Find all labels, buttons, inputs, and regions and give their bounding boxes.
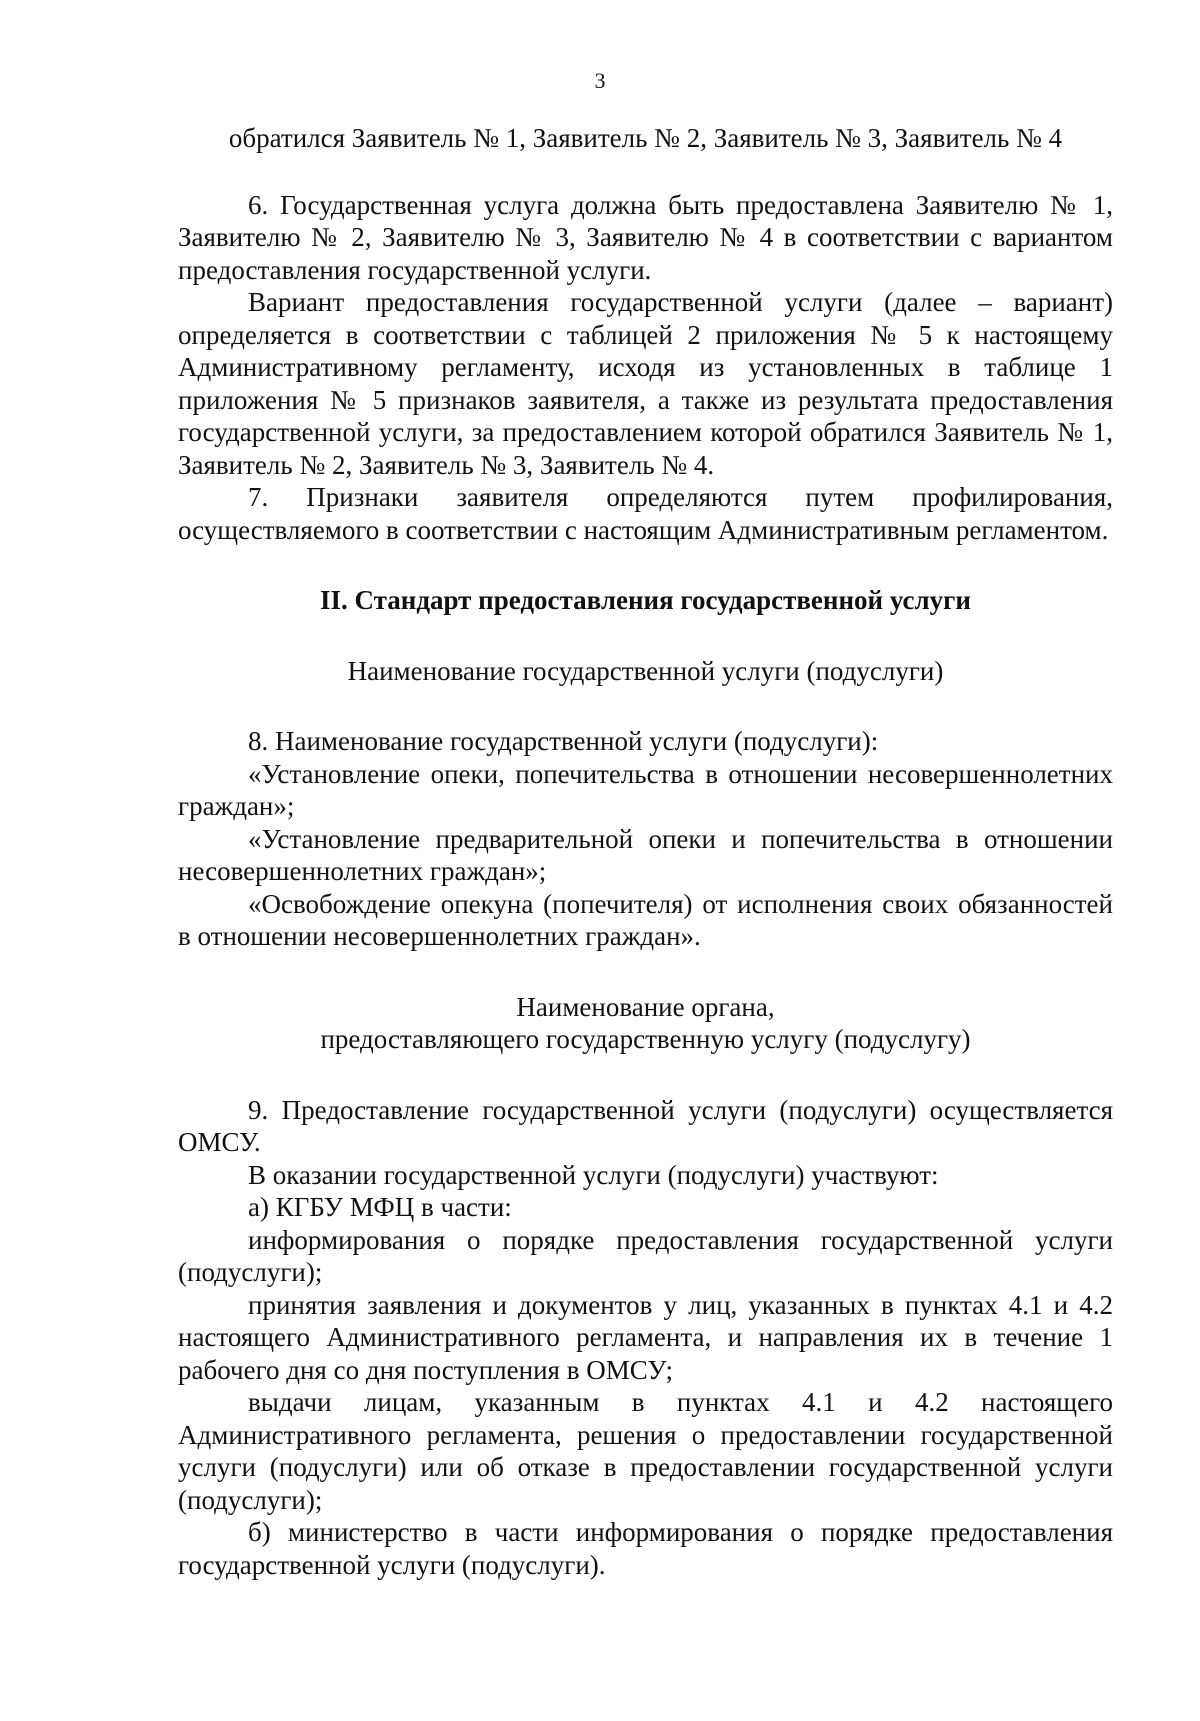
paragraph-9-participants: В оказании государственной услуги (подуслуги) участвуют: — [248, 1159, 939, 1190]
paragraph-9-a-3: выдачи лицам, указанным в пунктах 4.1 и 4.2 настоящего Административного регламента, решения о предоставлении государственной услуги (подуслуги) или об отказе в предоставлении государственной услуги (подуслуги); — [178, 1387, 1113, 1515]
document-body — [178, 122, 1113, 1581]
paragraph-6: 6. Государственная услуга должна быть предоставлена Заявителю № 1, Заявителю № 2, Заявителю № 3, Заявителю № 4 в соответствии с вариантом предоставления государственной услуги. — [178, 189, 1113, 285]
paragraph-9: 9. Предоставление государственной услуги (подуслуги) осуществляется ОМСУ. — [178, 1094, 1113, 1157]
page-number: 3 — [594, 68, 606, 93]
paragraph-9-a-2: принятия заявления и документов у лиц, указанных в пунктах 4.1 и 4.2 настоящего Административного регламента, и направления их в течение 1 рабочего дня со дня поступления в ОМСУ; — [178, 1289, 1113, 1385]
paragraph-9-a-1: информирования о порядке предоставления государственной услуги (подуслуги); — [178, 1224, 1113, 1287]
paragraph-8-item-3: «Освобождение опекуна (попечителя) от исполнения своих обязанностей в отношении несовершеннолетних граждан». — [178, 888, 1113, 951]
paragraph-9-b: б) министерство в части информирования о порядке предоставления государственной услуги (подуслуги). — [178, 1517, 1113, 1580]
paragraph-9-a: а) КГБУ МФЦ в части: — [248, 1192, 512, 1222]
paragraph-8-item-1: «Установление опеки, попечительства в отношении несовершеннолетних граждан»; — [178, 758, 1113, 821]
paragraph-8: 8. Наименование государственной услуги (подуслуги): — [248, 726, 879, 756]
subheading-authority-line-2: предоставляющего государственную услугу (подуслугу) — [320, 1024, 971, 1054]
paragraph-7: 7. Признаки заявителя определяются путем профилирования, осуществляемого в соответствии с настоящим Административным регламентом. — [178, 482, 1113, 545]
paragraph-8-item-2: «Установление предварительной опеки и попечительства в отношении несовершеннолетних граждан»; — [178, 823, 1113, 886]
subheading-service-name: Наименование государственной услуги (подуслуги) — [347, 655, 944, 686]
continuation-line: обратился Заявитель № 1, Заявитель № 2, Заявитель № 3, Заявитель № 4 — [228, 123, 1063, 153]
paragraph-6-variant: Вариант предоставления государственной услуги (далее – вариант) определяется в соответствии с таблицей 2 приложения № 5 к настоящему Административному регламенту, исходя из установленных в таблице 1 приложения № 5 признаков заявителя, а также из результата предоставления государственной услуги, за предоставлением которой обратился Заявитель № 1, Заявитель № 2, Заявитель № 3, Заявитель № 4. — [178, 287, 1113, 480]
subheading-authority-line-1: Наименование органа, — [516, 991, 775, 1022]
section-heading: II. Стандарт предоставления государственной услуги — [320, 585, 971, 615]
